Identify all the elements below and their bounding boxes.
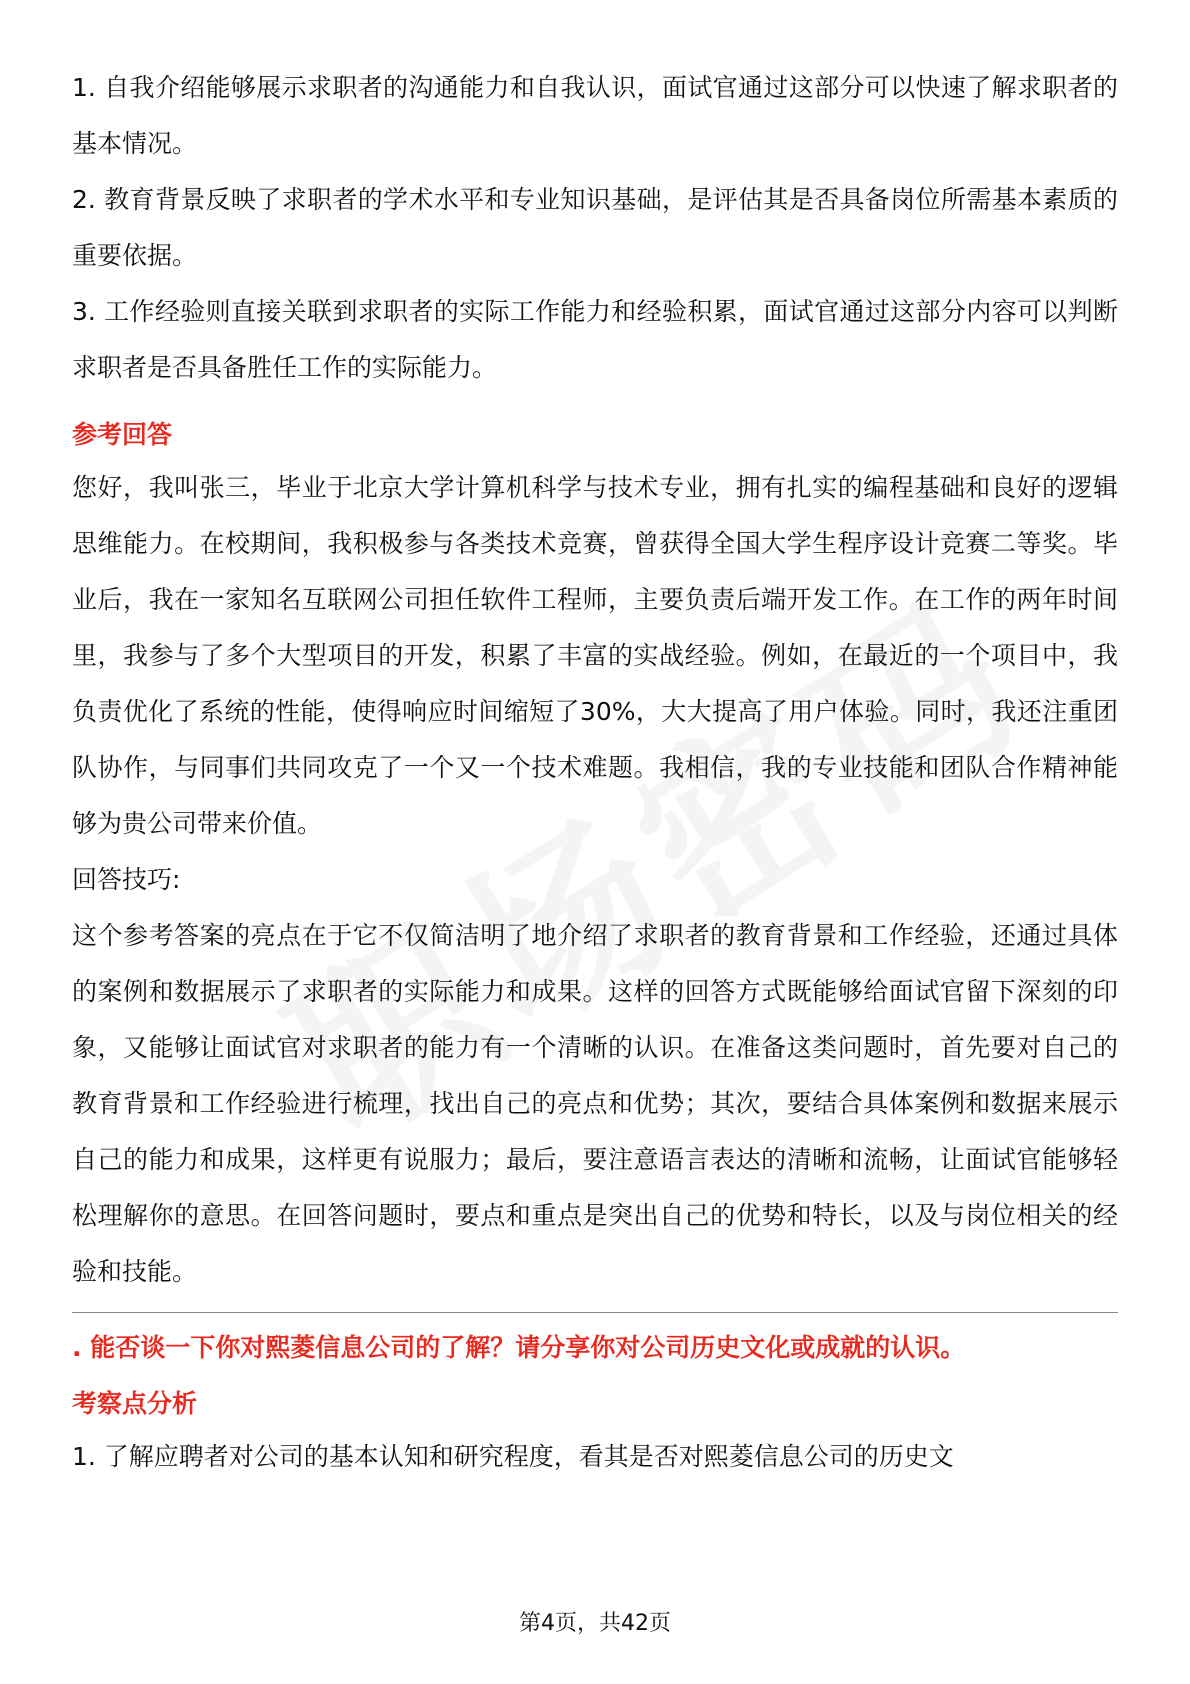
next-question-title: . 能否谈一下你对熙菱信息公司的了解？请分享你对公司历史文化或成就的认识。 xyxy=(72,1333,966,1362)
tips-body: 这个参考答案的亮点在于它不仅简洁明了地介绍了求职者的教育背景和工作经验，还通过具体的案例和数据展示了求职者的实际能力和成果。这样的回答方式既能够给面试官留下深刻的印象，又能够让面试官对求职者的能力有一个清晰的认识。在准备这类问题时，首先要对自己的教育背景和工作经验进行梳理，找出自己的亮点和优势；其次，要结合具体案例和数据来展示自己的能力和成果，这样更有说服力；最后，要注意语言表达的清晰和流畅，让面试官能够轻松理解你的意思。在回答问题时，要点和重点是突出自己的优势和特长，以及与岗位相关的经验和技能。 xyxy=(72,921,1118,1286)
next-analysis-point-1: 1. 了解应聘者对公司的基本认知和研究程度，看其是否对熙菱信息公司的历史文 xyxy=(72,1442,954,1471)
analysis-point-1: 1. 自我介绍能够展示求职者的沟通能力和自我认识，面试官通过这部分可以快速了解求职者的基本情况。 xyxy=(72,73,1118,158)
reference-answer-body: 您好，我叫张三，毕业于北京大学计算机科学与技术专业，拥有扎实的编程基础和良好的逻辑思维能力。在校期间，我积极参与各类技术竞赛，曾获得全国大学生程序设计竞赛二等奖。毕业后，我在一家知名互联网公司担任软件工程师，主要负责后端开发工作。在工作的两年时间里，我参与了多个大型项目的开发，积累了丰富的实战经验。例如，在最近的一个项目中，我负责优化了系统的性能，使得响应时间缩短了30%，大大提高了用户体验。同时，我还注重团队协作，与同事们共同攻克了一个又一个技术难题。我相信，我的专业技能和团队合作精神能够为贵公司带来价值。 xyxy=(72,473,1118,838)
analysis-point-2: 2. 教育背景反映了求职者的学术水平和专业知识基础，是评估其是否具备岗位所需基本素质的重要依据。 xyxy=(72,185,1118,270)
analysis-point-3: 3. 工作经验则直接关联到求职者的实际工作能力和经验积累，面试官通过这部分内容可以判断求职者是否具备胜任工作的实际能力。 xyxy=(72,297,1118,382)
page-footer: 第4页，共42页 xyxy=(519,1611,671,1636)
next-analysis-heading: 考察点分析 xyxy=(72,1389,198,1418)
tips-label: 回答技巧: xyxy=(72,865,181,894)
spacer xyxy=(72,396,1118,410)
page-content xyxy=(72,60,1118,1485)
reference-answer-heading: 参考回答 xyxy=(72,420,173,449)
section-divider xyxy=(72,1312,1118,1313)
